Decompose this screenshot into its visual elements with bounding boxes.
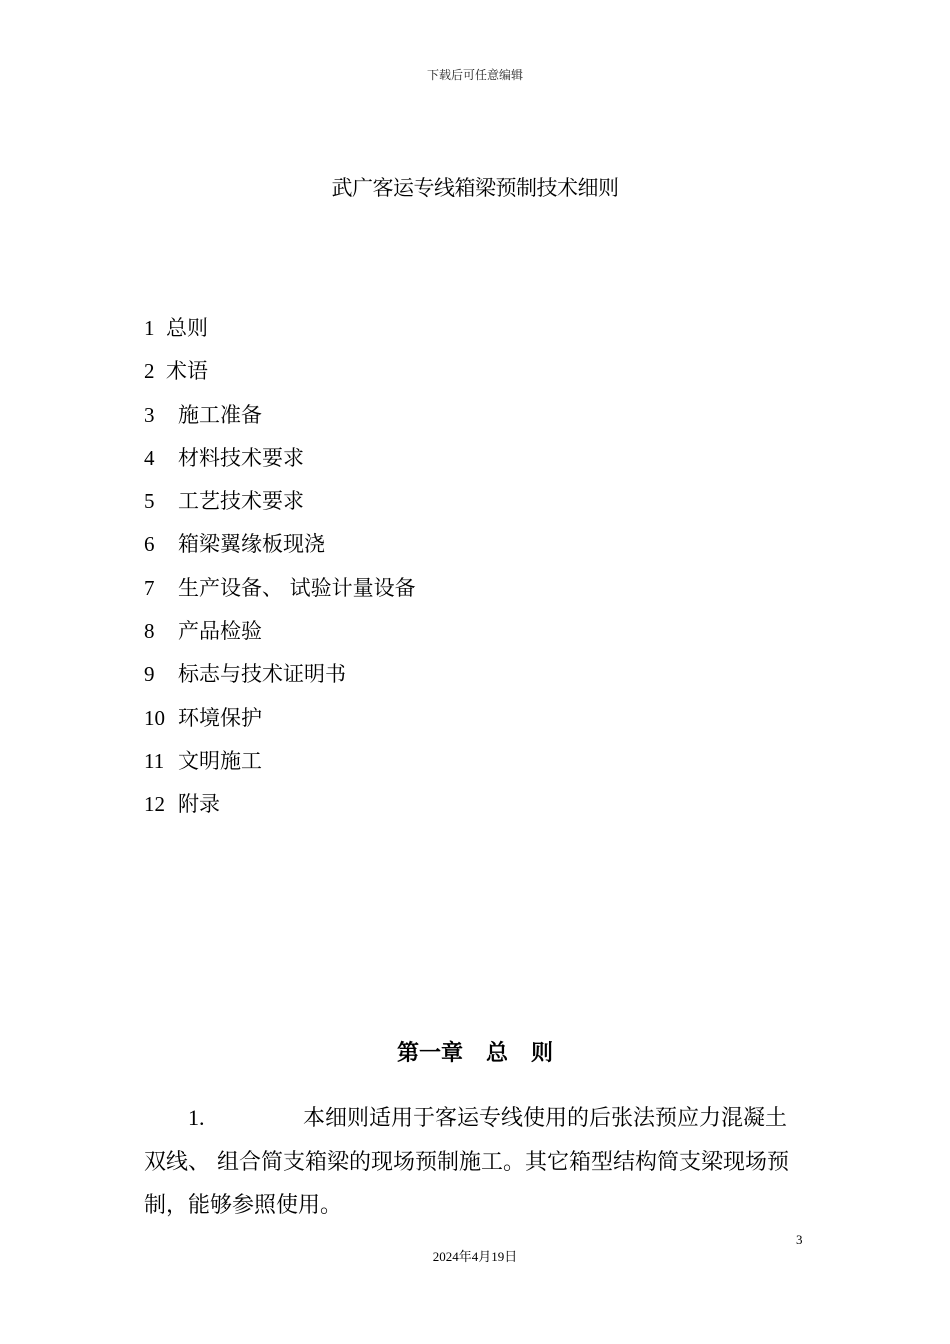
chapter-paragraph xyxy=(144,1096,808,1228)
page-number: 3 xyxy=(796,1232,803,1247)
toc-item xyxy=(144,399,416,442)
toc-item-number: 2 xyxy=(144,359,155,384)
document-title: 武广客运专线箱梁预制技术细则 xyxy=(331,176,619,200)
toc-item-label: 材料技术要求 xyxy=(178,445,304,470)
table-of-contents xyxy=(144,312,416,832)
toc-item xyxy=(144,485,416,528)
toc-item-label: 施工准备 xyxy=(178,402,262,427)
toc-item-label: 产品检验 xyxy=(178,619,262,644)
toc-item xyxy=(144,355,416,398)
toc-item xyxy=(144,312,416,355)
toc-item xyxy=(144,745,416,788)
toc-item xyxy=(144,658,416,701)
toc-item-number: 11 xyxy=(144,748,165,773)
toc-item-number: 8 xyxy=(144,619,155,644)
toc-item xyxy=(144,788,416,831)
toc-item xyxy=(144,442,416,485)
toc-item-label: 术语 xyxy=(166,359,208,384)
toc-item xyxy=(144,528,416,571)
toc-item-number: 4 xyxy=(144,445,155,470)
footer-date: 2024年4月19日 xyxy=(432,1249,518,1264)
toc-item-label: 附录 xyxy=(178,792,220,817)
toc-item-label: 文明施工 xyxy=(178,748,262,773)
paragraph-text: 本细则适用于客运专线使用的后张法预应力混凝土双线、 组合简支箱梁的现场预制施工。其它箱型结构简支梁现场预制，能够参照使用。 xyxy=(144,1106,789,1218)
chapter-title: 第一章 总 则 xyxy=(397,1041,553,1066)
paragraph-number: 1. xyxy=(188,1105,205,1130)
toc-item-number: 9 xyxy=(144,662,155,687)
toc-item-number: 5 xyxy=(144,489,155,514)
toc-item-number: 6 xyxy=(144,532,155,557)
toc-item xyxy=(144,572,416,615)
toc-item-label: 总则 xyxy=(166,316,208,340)
toc-item-number: 3 xyxy=(144,402,155,427)
header-note: 下载后可任意编辑 xyxy=(426,68,523,82)
toc-item-number: 12 xyxy=(144,792,165,817)
toc-item-label: 生产设备、 试验计量设备 xyxy=(178,575,416,600)
toc-item-label: 标志与技术证明书 xyxy=(178,662,346,687)
toc-item-number: 7 xyxy=(144,575,155,600)
toc-item-label: 箱梁翼缘板现浇 xyxy=(178,532,325,557)
toc-item xyxy=(144,615,416,658)
toc-item xyxy=(144,702,416,745)
toc-item-number: 1 xyxy=(144,316,155,340)
toc-item-label: 环境保护 xyxy=(178,705,262,730)
toc-item-label: 工艺技术要求 xyxy=(178,489,304,514)
toc-item-number: 10 xyxy=(144,705,165,730)
